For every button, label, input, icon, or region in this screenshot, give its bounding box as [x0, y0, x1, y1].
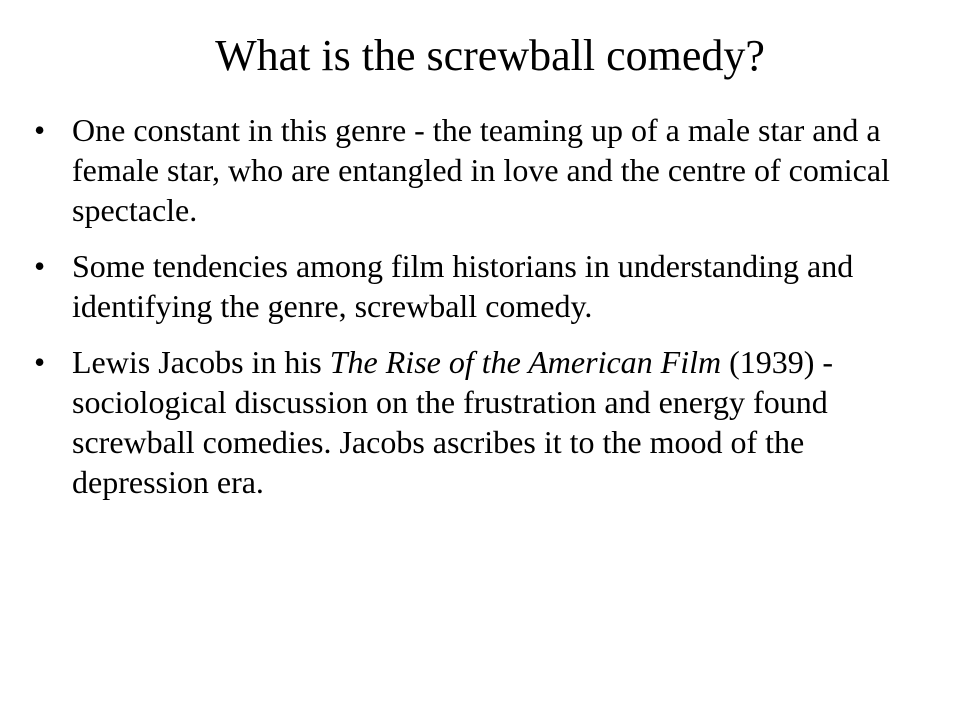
bullet-list — [34, 110, 924, 518]
bullet-item — [34, 246, 924, 326]
bullet-text: One constant in this genre - the teaming up of a male star and a female star, who are entangled in love and the centre of comical spectacle. — [72, 112, 890, 228]
bullet-item — [34, 110, 924, 230]
bullet-text: Some tendencies among film historians in understanding and identifying the genre, screwball comedy. — [72, 248, 854, 324]
bullet-text — [72, 344, 833, 500]
bullet-item — [34, 342, 924, 502]
slide-title: What is the screwball comedy? — [215, 31, 765, 80]
bullet-text-part: Lewis Jacobs in his — [72, 344, 330, 380]
bullet-icon: • — [34, 344, 46, 380]
bullet-icon: • — [34, 248, 46, 284]
book-title: The Rise of the American Film — [329, 344, 722, 380]
bullet-icon: • — [34, 112, 46, 148]
bullet-text-part: (1939) - sociological discussion on the frustration and energy found screwball comedies. Jacobs ascribes it to the mood of the depression era. — [72, 344, 834, 500]
